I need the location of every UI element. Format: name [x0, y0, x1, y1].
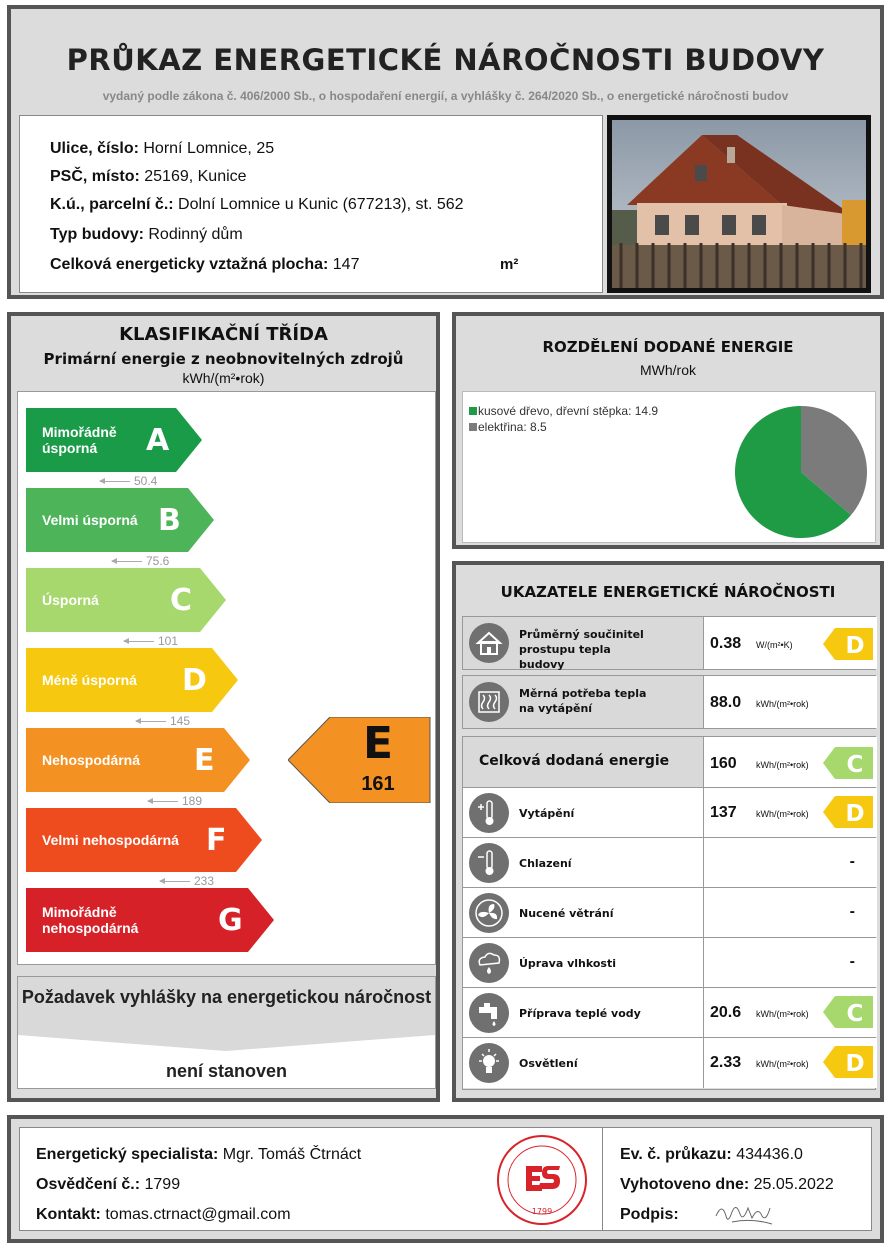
indicator-unit: kWh/(m²•rok) — [756, 760, 809, 770]
class-badge — [823, 1046, 873, 1083]
indicator-row-ventilation — [463, 888, 875, 938]
class-band-name: Méně úsporná — [42, 672, 137, 688]
area-unit: m² — [500, 256, 519, 273]
legend-item-wood — [469, 404, 658, 418]
indicator-value: 137 — [710, 804, 737, 821]
indicator-value: 160 — [710, 755, 737, 772]
class-threshold-value: 50.4 — [134, 474, 158, 488]
type-label: Typ budovy: — [50, 226, 144, 243]
class-band-c — [26, 568, 226, 632]
class-badge — [823, 747, 873, 784]
type-row — [50, 226, 243, 244]
indicator-label: Celková dodaná energie — [479, 753, 670, 769]
area-label: Celková energeticky vztažná plocha: — [50, 256, 329, 273]
distribution-unit: MWh/rok — [640, 362, 696, 378]
footer-box — [19, 1127, 872, 1231]
threshold-arrow-icon — [124, 641, 154, 642]
class-band-b — [26, 488, 214, 552]
distribution-panel — [452, 312, 884, 549]
class-band-name: Nehospodárná — [42, 752, 141, 768]
indicator-label: Příprava teplé vody — [519, 1007, 641, 1020]
indicator-value: 88.0 — [710, 694, 742, 711]
contact-row — [36, 1206, 291, 1224]
contact-label: Kontakt: — [36, 1206, 101, 1223]
class-band-d — [26, 648, 238, 712]
indicator-value: - — [849, 903, 855, 920]
result-letter: E — [362, 718, 394, 769]
class-badge — [823, 996, 873, 1033]
indicator-label: Úprava vlhkosti — [519, 957, 617, 970]
header-panel — [7, 5, 884, 299]
sign-label: Podpis: — [620, 1206, 679, 1223]
indicator-label: Průměrný součinitel prostupu tepla budovy — [519, 628, 644, 671]
classification-subtitle: Primární energie z neobnovitelných zdrojů — [43, 350, 404, 368]
class-badge-letter: D — [845, 801, 865, 827]
class-band-e — [26, 728, 250, 792]
class-threshold-value: 189 — [182, 794, 203, 808]
cert-row — [36, 1176, 180, 1194]
light-bulb-icon — [469, 1043, 509, 1083]
building-photo — [607, 115, 871, 293]
thermometer-plus-icon — [469, 793, 509, 833]
class-band-a — [26, 408, 202, 472]
date-label: Vyhotoveno dne: — [620, 1176, 750, 1193]
indicator-row-heat-transfer — [462, 616, 876, 670]
threshold-arrow-icon — [148, 801, 178, 802]
indicator-row-heat-demand — [462, 675, 876, 729]
indicator-unit: kWh/(m²•rok) — [756, 809, 809, 819]
indicator-row-cooling — [463, 838, 875, 888]
distribution-chart — [462, 391, 876, 543]
threshold-arrow-icon — [136, 721, 166, 722]
house-icon — [469, 623, 509, 663]
class-band-name: Mimořádně nehospodárná — [42, 904, 139, 936]
record-label: Ev. č. průkazu: — [620, 1146, 732, 1163]
class-badge — [823, 628, 873, 665]
pie-chart — [731, 402, 871, 542]
legend-label-electricity: elektřina: 8.5 — [478, 420, 547, 434]
class-band-letter: F — [206, 822, 227, 858]
sign-row — [620, 1206, 679, 1224]
threshold-arrow-icon — [160, 881, 190, 882]
requirement-value: není stanoven — [165, 1061, 288, 1081]
specialist-value: Mgr. Tomáš Čtrnáct — [222, 1146, 362, 1163]
class-band-f — [26, 808, 262, 872]
class-band-name: Úsporná — [42, 592, 99, 608]
humidity-cloud-icon — [469, 943, 509, 983]
address-box — [19, 115, 603, 293]
record-value: 434436.0 — [736, 1146, 803, 1163]
classification-panel — [7, 312, 440, 1102]
faucet-icon — [469, 993, 509, 1033]
indicator-row-heating — [463, 788, 875, 838]
class-badge-letter: C — [846, 1001, 864, 1027]
class-band-letter: A — [146, 422, 170, 458]
parcel-value: Dolní Lomnice u Kunic (677213), st. 562 — [178, 196, 464, 213]
class-band-name: Velmi nehospodárná — [42, 832, 179, 848]
indicators-panel — [452, 561, 884, 1102]
class-band-letter: B — [158, 502, 181, 538]
requirement-arrow — [18, 1035, 435, 1051]
class-threshold-value: 101 — [158, 634, 179, 648]
class-band-letter: E — [194, 742, 215, 778]
indicator-unit: W/(m²•K) — [756, 640, 793, 650]
class-threshold — [100, 474, 157, 488]
class-band-name: Mimořádně úsporná — [42, 424, 117, 456]
legend-swatch-electricity — [469, 423, 477, 431]
indicator-row-lighting — [463, 1038, 875, 1088]
street-value: Horní Lomnice, 25 — [143, 140, 275, 157]
signature — [712, 1196, 782, 1230]
indicator-value: 20.6 — [710, 1004, 742, 1021]
indicator-value: 2.33 — [710, 1054, 742, 1071]
result-indicator — [288, 717, 432, 808]
requirement-box — [17, 976, 436, 1089]
heat-waves-icon — [469, 682, 509, 722]
indicator-label: Vytápění — [519, 807, 575, 820]
classification-title: KLASIFIKAČNÍ TŘÍDA — [119, 324, 328, 345]
class-band-letter: D — [182, 662, 207, 698]
document-subtitle: vydaný podle zákona č. 406/2000 Sb., o hospodaření energií, a vyhlášky č. 264/2020 Sb., o energetické náročnosti budov — [102, 89, 789, 103]
footer-panel — [7, 1115, 884, 1243]
parcel-label: K.ú., parcelní č.: — [50, 196, 174, 213]
cert-label: Osvědčení č.: — [36, 1176, 141, 1193]
class-badge-letter: C — [846, 752, 864, 778]
zip-value: 25169, Kunice — [144, 168, 247, 185]
parcel-row — [50, 196, 464, 214]
classification-unit: kWh/(m²•rok) — [182, 370, 265, 386]
footer-divider — [602, 1128, 603, 1230]
legend-swatch-wood — [469, 407, 477, 415]
specialist-label: Energetický specialista: — [36, 1146, 219, 1163]
indicator-label: Osvětlení — [519, 1057, 578, 1070]
indicators-title: UKAZATELE ENERGETICKÉ NÁROČNOSTI — [500, 583, 836, 601]
date-row — [620, 1176, 834, 1194]
energy-scale — [17, 391, 436, 965]
indicator-value: - — [849, 853, 855, 870]
date-value: 25.05.2022 — [753, 1176, 834, 1193]
indicator-unit: kWh/(m²•rok) — [756, 699, 809, 709]
type-value: Rodinný dům — [148, 226, 243, 243]
indicator-row-total-energy — [462, 736, 876, 788]
class-threshold — [112, 554, 169, 568]
legend-label-wood: kusové dřevo, dřevní stěpka: 14.9 — [478, 404, 659, 418]
indicator-label: Měrná potřeba tepla na vytápění — [519, 687, 647, 715]
document-title: PRŮKAZ ENERGETICKÉ NÁROČNOSTI BUDOVY — [66, 43, 825, 77]
street-label: Ulice, číslo: — [50, 140, 139, 157]
indicator-unit: kWh/(m²•rok) — [756, 1059, 809, 1069]
fan-icon — [469, 893, 509, 933]
indicator-value: 0.38 — [710, 635, 742, 652]
class-band-g — [26, 888, 274, 952]
indicator-label: Nucené větrání — [519, 907, 614, 920]
class-threshold — [124, 634, 178, 648]
result-value: 161 — [361, 773, 395, 795]
svg-text:1799: 1799 — [531, 1207, 553, 1216]
class-band-letter: G — [218, 902, 243, 938]
street-row — [50, 140, 274, 158]
class-band-name: Velmi úsporná — [42, 512, 138, 528]
class-badge — [823, 796, 873, 833]
distribution-title: ROZDĚLENÍ DODANÉ ENERGIE — [542, 338, 794, 356]
threshold-arrow-icon — [112, 561, 142, 562]
indicator-row-hot-water — [463, 988, 875, 1038]
thermometer-minus-icon — [469, 843, 509, 883]
class-threshold — [160, 874, 214, 888]
zip-row — [50, 168, 247, 186]
class-band-letter: C — [170, 582, 193, 618]
area-value: 147 — [332, 256, 360, 273]
indicator-label: Chlazení — [519, 857, 572, 870]
indicator-subrows — [462, 788, 876, 1090]
class-threshold — [148, 794, 202, 808]
requirement-title: Požadavek vyhlášky na energetickou náročnost — [21, 987, 432, 1007]
cert-value: 1799 — [144, 1176, 181, 1193]
area-row — [50, 256, 359, 274]
indicator-unit: kWh/(m²•rok) — [756, 1009, 809, 1019]
class-threshold-value: 145 — [170, 714, 191, 728]
class-threshold-value: 75.6 — [146, 554, 170, 568]
class-badge-letter: D — [845, 1051, 865, 1077]
class-threshold-value: 233 — [194, 874, 215, 888]
contact-value: tomas.ctrnact@gmail.com — [105, 1206, 291, 1223]
threshold-arrow-icon — [100, 481, 130, 482]
class-threshold — [136, 714, 190, 728]
indicator-value: - — [849, 953, 855, 970]
specialist-row — [36, 1146, 361, 1164]
zip-label: PSČ, místo: — [50, 168, 140, 185]
class-badge-letter: D — [845, 633, 865, 659]
indicator-row-humidity — [463, 938, 875, 988]
record-row — [620, 1146, 803, 1164]
legend-item-electricity — [469, 420, 547, 434]
specialist-stamp — [494, 1132, 590, 1233]
